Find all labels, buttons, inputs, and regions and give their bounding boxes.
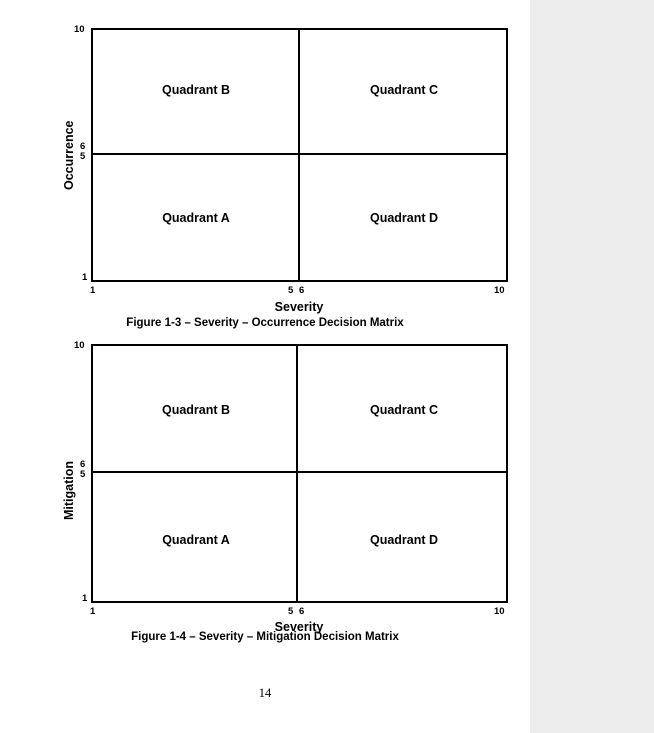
y-tick-label-bottom: 1 <box>82 272 88 283</box>
x-tick-label-six: 6 <box>299 606 305 617</box>
y-tick-label-six: 6 <box>80 141 86 152</box>
quadrant-label-d: Quadrant D <box>369 211 439 225</box>
x-tick-label-ten: 10 <box>494 606 505 617</box>
quadrant-label-a: Quadrant A <box>162 533 230 547</box>
quadrant-label-a: Quadrant A <box>162 211 230 225</box>
quadrant-label-b: Quadrant B <box>161 83 231 97</box>
x-axis-title-severity: Severity <box>274 620 324 634</box>
y-axis-title-mitigation: Mitigation <box>62 460 76 520</box>
vertical-divider <box>296 346 298 601</box>
figure-caption: Figure 1-4 – Severity – Mitigation Decision Matrix <box>131 631 399 643</box>
quadrant-label-c: Quadrant C <box>369 83 439 97</box>
y-tick-label-five: 5 <box>80 469 86 480</box>
quadrant-label-d: Quadrant D <box>369 533 439 547</box>
y-tick-label-six: 6 <box>80 459 86 470</box>
quadrant-label-b: Quadrant B <box>161 403 231 417</box>
x-tick-label-five: 5 <box>288 606 294 617</box>
y-tick-label-bottom: 1 <box>82 593 88 604</box>
horizontal-divider <box>93 471 506 473</box>
x-tick-label-six: 6 <box>299 285 305 296</box>
figure-severity-mitigation <box>0 335 530 650</box>
x-tick-label-five: 5 <box>288 285 294 296</box>
y-axis-title-occurrence: Occurrence <box>62 120 76 190</box>
y-tick-label-top: 10 <box>74 340 85 351</box>
vertical-divider <box>298 30 300 280</box>
matrix-plot-area <box>91 28 508 282</box>
page-number: 14 <box>258 686 272 700</box>
y-tick-label-five: 5 <box>80 151 86 162</box>
page-margin-area <box>530 0 654 733</box>
x-tick-label-one: 1 <box>90 606 96 617</box>
horizontal-divider <box>93 153 506 155</box>
x-tick-label-ten: 10 <box>494 285 505 296</box>
x-axis-title-severity: Severity <box>274 300 324 314</box>
quadrant-label-c: Quadrant C <box>369 403 439 417</box>
matrix-plot-area <box>91 344 508 603</box>
x-tick-label-one: 1 <box>90 285 96 296</box>
figure-caption: Figure 1-3 – Severity – Occurrence Decision Matrix <box>126 317 404 329</box>
figure-severity-occurrence <box>0 0 530 335</box>
y-tick-label-top: 10 <box>74 24 85 35</box>
